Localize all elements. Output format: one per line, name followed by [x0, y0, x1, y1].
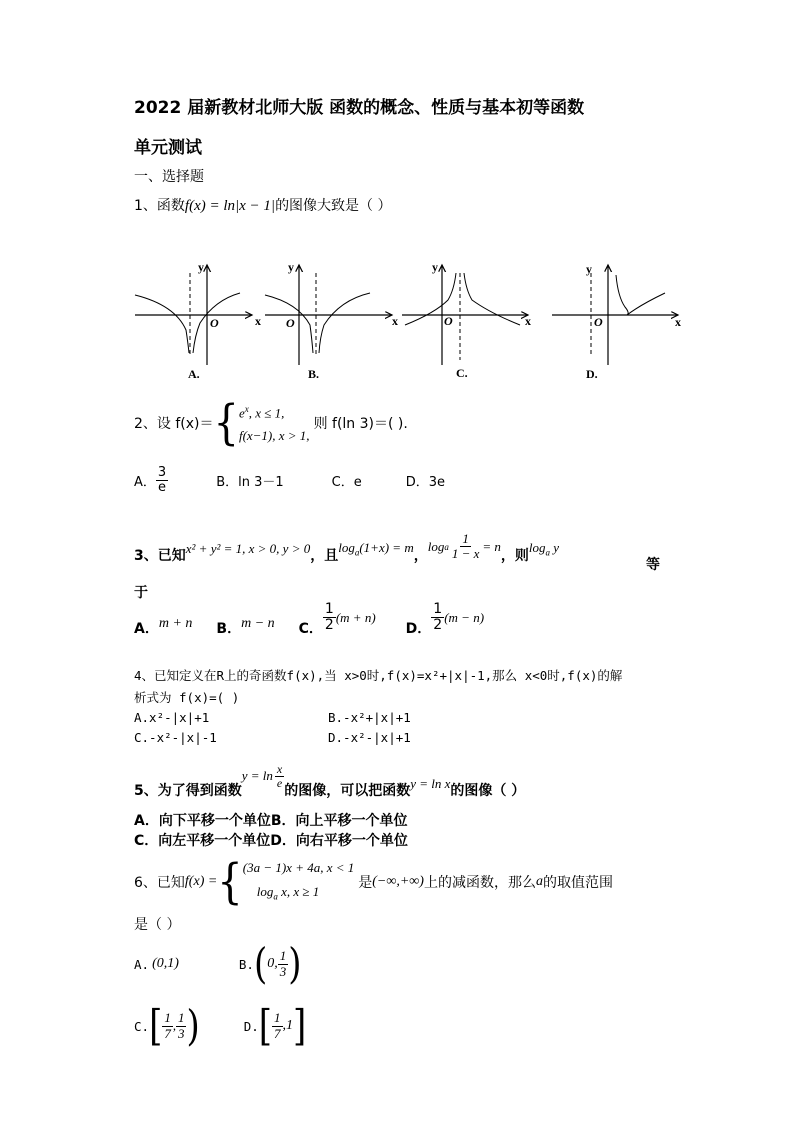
q3-prefix: 3、已知 — [134, 547, 186, 564]
q6-opt-a: (0,1) — [152, 956, 179, 971]
graph-d — [552, 262, 681, 381]
q3-comma: ， — [413, 547, 428, 564]
q5-opt-cd: C．向左平移一个单位D．向右平移一个单位 — [134, 833, 408, 849]
q6-opt-b-left: ( — [253, 939, 268, 989]
q3-options — [134, 601, 485, 644]
q6-cases — [243, 856, 355, 909]
q6-prefix: 6、已知 — [134, 875, 185, 892]
q6-line2: 是（ ） — [134, 917, 181, 933]
q2-case1-cond: , x ≤ 1, — [248, 405, 285, 421]
graph-a-x: x — [255, 314, 261, 328]
graph-d-y: y — [586, 262, 592, 276]
doc-title-line2: 单元测试 — [134, 138, 202, 158]
question-2 — [134, 395, 408, 451]
graph-c-x: x — [525, 314, 531, 328]
graph-d-origin: O — [594, 315, 603, 329]
q3-ask: $\log_a y$ — [528, 540, 560, 558]
q3-opt-d-frac: $\frac{1}{2}$ — [433, 601, 443, 634]
q6-case1: (3a − 1)x + 4a, x < 1 — [242, 860, 355, 875]
q6-tail: 的取值范围 — [542, 875, 613, 892]
graph-a-y: y — [198, 260, 204, 274]
q6-opt-c-label: C. — [134, 1018, 150, 1034]
q5-mid: 的图像，可以把函数 — [284, 783, 411, 799]
q6-lhs: f(x) = — [184, 874, 218, 890]
q6-opt-b-right: ) — [288, 939, 302, 989]
q6-opt-c-comma: , — [172, 1018, 176, 1033]
q3-opt-d-rest: (m − n) — [444, 609, 485, 625]
q2-case1: e — [238, 405, 245, 421]
q4-opt-d: D.-x²-|x|+1 — [328, 730, 411, 745]
q6-interval: (−∞,+∞) — [372, 874, 424, 890]
q6-opt-b-label: B. — [238, 956, 254, 972]
q6-opt-c-frac2: $\frac{1}{3}$ — [177, 1010, 185, 1041]
q3-opt-b-label: B． — [216, 620, 242, 637]
q1-prefix: 1、函数 — [134, 198, 185, 214]
q6-opt-d-frac: $\frac{1}{7}$ — [274, 1010, 281, 1041]
q6-rest: 上的减函数，那么 — [423, 875, 536, 892]
graph-a — [135, 260, 261, 381]
q3-line2: 于 — [134, 585, 148, 601]
graph-b-y: y — [288, 260, 294, 274]
q2-opt-a-frac: $\frac{3}{e}$ — [157, 465, 167, 496]
question-1 — [134, 195, 392, 215]
graph-b-origin: O — [286, 316, 295, 330]
q5-opt-ab: A．向下平移一个单位B．向上平移一个单位 — [134, 813, 408, 829]
graph-b-x: x — [392, 314, 398, 328]
graph-c-label: C. — [456, 366, 468, 380]
q2-options — [134, 466, 445, 496]
q5-suffix: 的图像（ ） — [450, 783, 526, 799]
q6-options-cd — [134, 1001, 307, 1051]
q2-opt-a-label: A． — [134, 475, 156, 491]
q1-graphs — [130, 255, 690, 385]
graph-c — [402, 260, 531, 380]
q6-opt-d-rest: ,1 — [282, 1018, 294, 1033]
graph-b-label: B. — [308, 367, 320, 381]
q6-opt-c-frac1: $\frac{1}{7}$ — [164, 1010, 171, 1041]
q6-opt-c-left: [ — [149, 1001, 163, 1051]
q2-case1-sup: x — [244, 404, 249, 414]
q2-opt-b: B．ln 3－1 — [216, 475, 284, 491]
q1-formula: f(x) = ln|x − 1| — [184, 198, 276, 214]
q6-mid: 是 — [358, 875, 373, 892]
graph-d-label: D. — [586, 367, 598, 381]
doc-title-line1: 2022 届新教材北师大版 函数的概念、性质与基本初等函数 — [134, 98, 585, 118]
q2-case2: f(x−1), x > 1, — [238, 428, 310, 444]
q4-opt-b: B.-x²+|x|+1 — [328, 710, 411, 725]
q5-func1: y = ln $\frac{x}{e}$ — [241, 761, 283, 790]
q3-cond: x² + y² = 1, x > 0, y > 0 — [185, 540, 311, 556]
q6-brace: { — [217, 854, 243, 910]
graph-b — [265, 260, 398, 381]
q1-suffix: 的图像大致是（ ） — [275, 198, 392, 214]
question-3 — [134, 531, 560, 570]
q2-suffix: 则 f(ln 3)＝( ). — [313, 415, 408, 432]
section-heading: 一、选择题 — [134, 169, 204, 185]
q6-var: a — [535, 874, 543, 890]
q6-opt-b-frac: $\frac{1}{3}$ — [279, 948, 287, 979]
q4-line1: 4、已知定义在R上的奇函数f(x),当 x>0时,f(x)=x²+|x|-1,那么 x<0时,f(x)的解 — [134, 668, 623, 683]
q6-opt-c-right: ) — [186, 1001, 200, 1051]
q2-opt-d: D．3e — [405, 475, 445, 491]
graph-c-y: y — [432, 260, 438, 274]
q2-opt-c: C．e — [331, 475, 362, 491]
q4-opt-a: A.x²-|x|+1 — [134, 710, 210, 725]
q3-tail: 等 — [646, 557, 660, 573]
graph-a-origin: O — [210, 316, 219, 330]
q3-opt-a: m + n — [158, 615, 193, 631]
q6-case2: $\log_a x$, x ≥ 1 — [256, 884, 320, 902]
q6-options-ab — [134, 939, 302, 989]
q3-opt-c-rest: (m + n) — [335, 609, 376, 625]
q5-prefix: 5、为了得到函数 — [134, 783, 242, 799]
q4-opt-c: C.-x²-|x|-1 — [134, 730, 217, 745]
graph-c-origin: O — [444, 314, 453, 328]
graph-a-label: A. — [188, 367, 200, 381]
q4-line2: 析式为 f(x)=( ) — [134, 690, 240, 705]
q5-func2: y = ln x — [410, 776, 451, 791]
question-6 — [134, 856, 613, 909]
q6-opt-d-label: D. — [243, 1018, 259, 1034]
q6-opt-d-left: [ — [258, 1001, 273, 1051]
q3-eq2: log a $\frac{1}{1 - x}$ = n — [427, 531, 501, 562]
q3-opt-c-label: C． — [298, 620, 323, 637]
q2-brace: { — [213, 395, 239, 451]
q3-eq1: $\log_a(1+x) = m$ — [338, 540, 414, 558]
q3-opt-b: m − n — [241, 615, 275, 631]
q6-opt-a-label: A. — [134, 956, 150, 972]
q3-opt-d-label: D． — [405, 620, 432, 637]
q3-mid1: ，且 — [310, 547, 339, 564]
q3-opt-c-frac: $\frac{1}{2}$ — [324, 601, 334, 634]
graph-d-x: x — [675, 315, 681, 329]
q6-opt-d-right: ] — [293, 1001, 307, 1051]
question-5 — [134, 760, 525, 800]
q6-opt-b-zero: 0, — [267, 956, 278, 971]
q3-opt-a-label: A． — [134, 620, 159, 637]
q3-mid2: ，则 — [500, 547, 529, 564]
q2-cases — [239, 398, 310, 447]
q2-prefix: 2、设 f(x)＝ — [134, 415, 214, 432]
